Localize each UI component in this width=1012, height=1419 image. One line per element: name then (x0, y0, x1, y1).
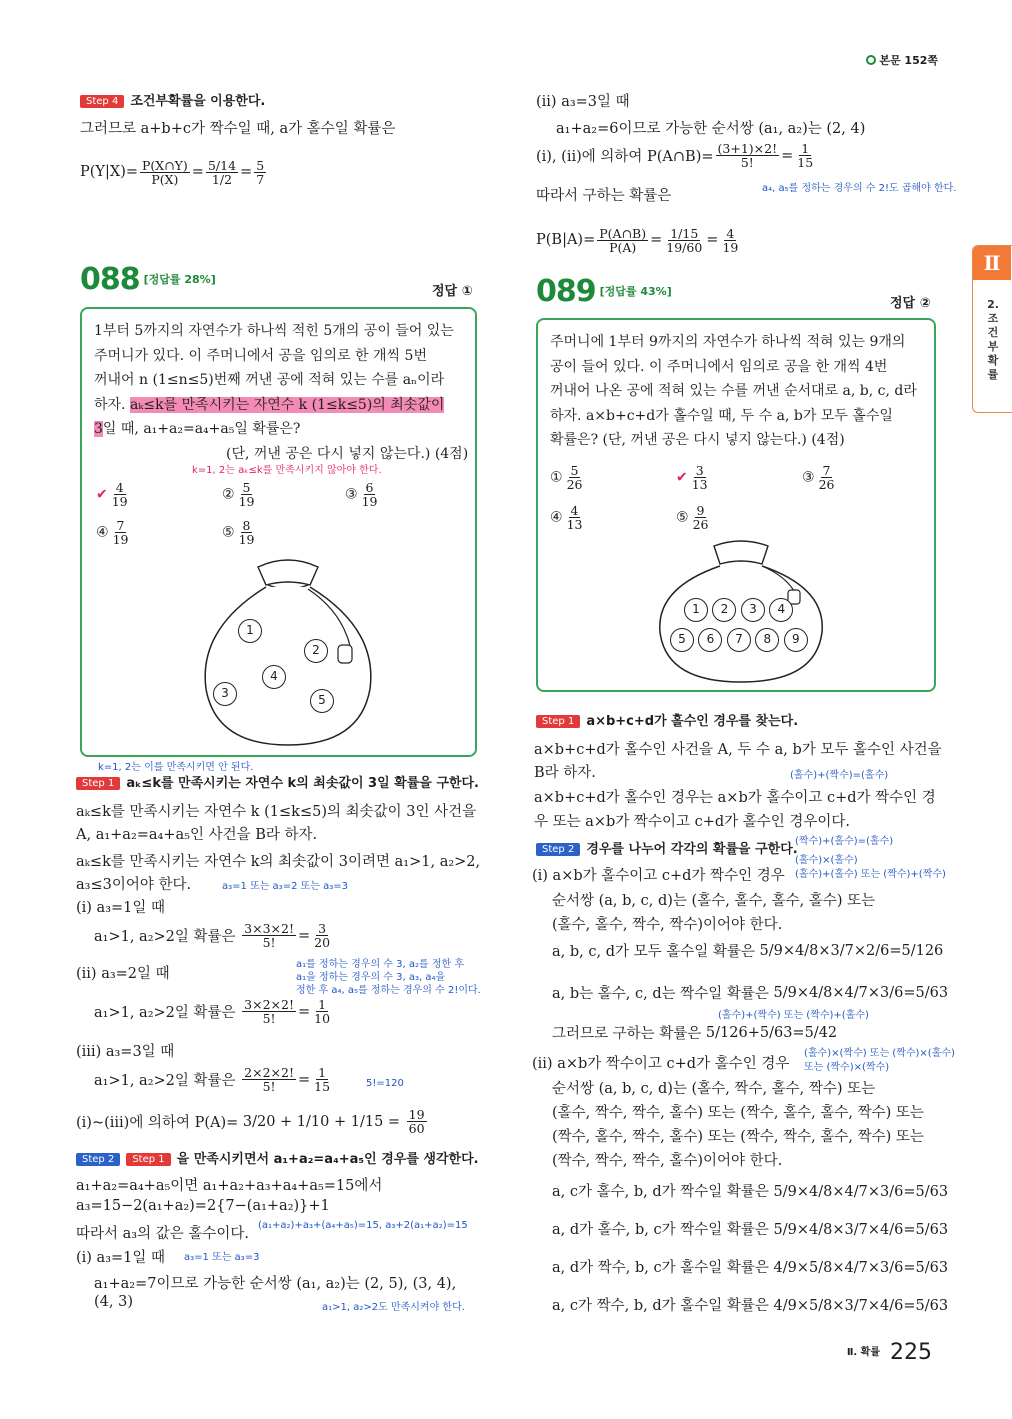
case-head: (ⅲ) a₃=3일 때 (76, 1044, 175, 1060)
problem-088-answer: 정답 ① (432, 284, 473, 299)
pouch-illustration (188, 549, 388, 749)
case-head: (ⅰ) a₃=1일 때 (76, 1250, 166, 1266)
text-line: (홀수, 짝수, 짝수, 홀수) 또는 (짝수, 홀수, 홀수, 짝수) 또는 (552, 1105, 924, 1121)
note-k: k=1, 2는 이를 만족시키면 안 된다. (98, 762, 254, 773)
text-line: a₁+a₂=a₄+a₅이면 a₁+a₂+a₃+a₄+a₅=15에서 (76, 1178, 383, 1194)
text-line: 순서쌍 (a, b, c, d)는 (홀수, 홀수, 홀수, 홀수) 또는 (552, 893, 876, 909)
problem-089-header: 089 [정답률 43%] (536, 274, 672, 309)
pab-equation: (ⅰ), (ⅱ)에 의하여 P(A∩B)= $\frac{(3+1)\times 2!}{5!}$ = $\frac{1}{15}$ (536, 141, 814, 170)
problem-089-box: 주머니에 1부터 9까지의 자연수가 하나씩 적혀 있는 9개의 공이 들어 있다. 이 주머니에서 임의로 공을 한 개씩 4번 꺼내어 나온 공에 적혀 있는 수를 꺼낸 순서대로 a, b, c, d라 하자. a×b+c+d가 홀수일 때, 두 수 a, b가 모두 홀수일 확률은? (단, 꺼낸 공은 다시 넣지 않는다.) (4점) ① $\frac{5}{26}$ ✔ $\frac{3}{13}$ ③ $\frac{7}{26}$ ④ $\frac{4}{13}$ ⑤ $\frac{9}{26}$ 1 2 3 4 5 6 7 8 9 (536, 318, 936, 692)
ball: 9 (784, 628, 808, 652)
choice-3: ③ $\frac{7}{26}$ (802, 463, 835, 492)
ball: 6 (698, 628, 722, 652)
prob-row: a, c가 짝수, b, d가 홀수일 확률은 4/9×5/8×3/7×4/6=5/63 (552, 1298, 949, 1314)
step1-header: Step 1 aₖ≤k를 만족시키는 자연수 k의 최솟값이 3일 확률을 구한다. (76, 772, 479, 791)
ball: 3 (741, 598, 765, 622)
page-footer: $^{Ⅱ. 확률}$ 225 (846, 1340, 932, 1365)
pa-equation: (ⅰ)~(ⅲ)에 의하여 P(A)= 3/20 + 1/10 + 1/15 = $\frac{19}{60}$ (76, 1107, 425, 1136)
ball-row-bottom (670, 628, 808, 652)
case-head: (ⅱ) a₃=3일 때 (536, 94, 630, 110)
text-line: (짝수, 짝수, 짝수, 홀수)이어야 한다. (552, 1153, 783, 1169)
checkmark-icon: ✔ (96, 486, 108, 503)
note-oo: (홀수)×(홀수) (795, 855, 858, 866)
prob-row: a, d가 홀수, b, c가 짝수일 확률은 5/9×4/8×3/7×4/6=5/63 (552, 1222, 949, 1238)
choice-5: ⑤ $\frac{9}{26}$ (676, 503, 709, 532)
note-a3odd: a₃=1 또는 a₃=3 (184, 1252, 260, 1263)
ball: 1 (684, 598, 708, 622)
note-a3: a₃=1 또는 a₃=2 또는 a₃=3 (222, 881, 348, 892)
ball: 1 (238, 619, 262, 643)
pba-equation: P(B|A)= $\frac{P(A\cap B)}{P(A)}$ = $\frac{1/15}{19/60}$ = $\frac{4}{19}$ (536, 225, 739, 255)
problem-088-header: 088 [정답률 28%] (80, 262, 216, 297)
case-head: (ⅱ) a₃=2일 때 (76, 966, 170, 982)
case-head: (ⅰ) a₃=1일 때 (76, 900, 166, 916)
ball: 7 (727, 628, 751, 652)
choice-3: ③ $\frac{6}{19}$ (345, 480, 378, 509)
equation-py-x: P(Y|X)= $\frac{P(X\cap Y)}{P(X)}$ = $\frac{5/14}{1/2}$ = $\frac{5}{7}$ (80, 157, 265, 187)
note-oe: (홀수)+(짝수)=(홀수) (790, 770, 889, 781)
note-cond: a₁>1, a₂>2도 만족시켜야 한다. (322, 1302, 465, 1313)
text-line: a₃=15−2(a₁+a₂)=2{7−(a₁+a₂)}+1 (76, 1198, 330, 1214)
step4-header: Step 4 조건부확률을 이용한다. (80, 90, 265, 109)
text-line: aₖ≤k를 만족시키는 자연수 k의 최솟값이 3이려면 a₁>1, a₂>2, (76, 854, 481, 870)
choice-2: ② $\frac{5}{19}$ (222, 480, 255, 509)
choice-4: ④ $\frac{7}{19}$ (96, 518, 129, 547)
step2-header: Step 2 Step 1 을 만족시키면서 a₁+a₂=a₄+a₅인 경우를 생각한다. (76, 1148, 479, 1167)
prob-row: a, b는 홀수, c, d는 짝수일 확률은 5/9 × 4/8 × 4/7 × 3/6 = 5/63 (552, 984, 949, 1002)
ball: 3 (213, 682, 237, 706)
note-exe: 또는 (짝수)×(짝수) (804, 1062, 890, 1073)
problem-088-box: 1부터 5까지의 자연수가 하나씩 적힌 5개의 공이 들어 있는 주머니가 있다. 이 주머니에서 공을 임의로 한 개씩 5번 꺼내어 n (1≤n≤5)번째 꺼낸 공에 적혀 있는 수를 aₙ이라 하자. aₖ≤k를 만족시키는 자연수 k (1≤k≤5)의 최솟값이 3일 때, a₁+a₂=a₄+a₅일 확률은? (단, 꺼낸 공은 다시 넣지 않는다.) (4점) k=1, 2는 aₖ≤k를 만족시키지 않아야 한다. ✔ $\frac{4}{19}$ ② $\frac{5}{19}$ ③ $\frac{6}{19}$ ④ $\frac{7}{19}$ ⑤ $\frac{8}{19}$ 1 2 3 4 5 (80, 307, 477, 757)
text-line: aₖ≤k를 만족시키는 자연수 k (1≤k≤5)의 최솟값이 3인 사건을 (76, 804, 477, 820)
choice-5: ⑤ $\frac{8}{19}$ (222, 518, 255, 547)
note-pab: a₄, a₅를 정하는 경우의 수 2!도 곱해야 한다. (762, 183, 957, 194)
text-line: 따라서 구하는 확률은 (536, 188, 672, 204)
checkmark-icon: ✔ (676, 469, 688, 486)
note-oeoe: (홀수)+(짝수) 또는 (짝수)+(홀수) (718, 1010, 869, 1021)
choice-1: ① $\frac{5}{26}$ (550, 463, 583, 492)
chapter-tab (972, 245, 1012, 413)
step2-header: Step 2 경우를 나누어 각각의 확률을 구한다. (536, 838, 798, 857)
ball: 4 (769, 598, 793, 622)
choice-4: ④ $\frac{4}{13}$ (550, 503, 583, 532)
page-number: 225 (890, 1340, 932, 1365)
ball: 8 (755, 628, 779, 652)
step1-header: Step 1 a×b+c+d가 홀수인 경우를 찾는다. (536, 710, 798, 729)
text-line: a₃≤3이어야 한다. (76, 877, 192, 893)
prob-sum: 그러므로 구하는 확률은 5/126 + 5/63 = 5/42 (552, 1024, 838, 1042)
text-line: 따라서 a₃의 값은 홀수이다. (76, 1226, 249, 1242)
circle-icon (866, 55, 876, 65)
ball: 2 (712, 598, 736, 622)
case-head: (ⅱ) a×b가 짝수이고 c+d가 홀수인 경우 (532, 1056, 790, 1072)
prob-row: a, b, c, d가 모두 홀수일 확률은 5/9 × 4/8 × 3/7 × 2/6 = 5/126 (552, 942, 944, 960)
ball-row-top (684, 598, 793, 622)
case2-equation: a₁>1, a₂>2일 확률은 $\frac{3\times 2\times 2!}{5!}$ = $\frac{1}{10}$ (94, 997, 331, 1026)
text-line: 순서쌍 (a, b, c, d)는 (홀수, 짝수, 홀수, 짝수) 또는 (552, 1081, 876, 1097)
text-line: a₁+a₂=7이므로 가능한 순서쌍 (a₁, a₂)는 (2, 5), (3, 4), (94, 1276, 457, 1292)
case-head: (ⅰ) a×b가 홀수이고 c+d가 짝수인 경우 (532, 868, 785, 884)
text-line: (홀수, 홀수, 짝수, 짝수)이어야 한다. (552, 917, 783, 933)
text-line: a₁+a₂=6이므로 가능한 순서쌍 (a₁, a₂)는 (2, 4) (556, 121, 866, 137)
page-reference: 본문 152쪽 (866, 52, 938, 68)
text-line: A, a₁+a₂=a₄+a₅인 사건을 B라 하자. (76, 827, 318, 843)
ball: 5 (310, 689, 334, 713)
prob-row: a, d가 짝수, b, c가 홀수일 확률은 4/9×5/8×4/7×3/6=5/63 (552, 1260, 949, 1276)
case3-equation: a₁>1, a₂>2일 확률은 $\frac{2\times 2\times 2!}{5!}$ = $\frac{1}{15}$ (94, 1065, 331, 1094)
note-c1: a₁를 정하는 경우의 수 3, a₂를 정한 후 a₁을 정하는 경우의 수 3, a₃, a₄을 정한 후 a₄, a₅를 정하는 경우의 수 2!이다. (296, 959, 481, 996)
problem-089-answer: 정답 ② (890, 296, 931, 311)
text-line: B라 하자. (534, 765, 596, 781)
note-sum: (a₁+a₂)+a₃+(a₄+a₅)=15, a₃+2(a₁+a₂)=15 (258, 1220, 468, 1231)
chapter-label: 2.조건부확률 (987, 298, 999, 381)
choice-2: ✔ $\frac{3}{13}$ (676, 463, 708, 492)
case1-equation: a₁>1, a₂>2일 확률은 $\frac{3\times 3\times 2!}{5!}$ = $\frac{3}{20}$ (94, 921, 331, 950)
note-oo2: (홀수)+(홀수) 또는 (짝수)+(짝수) (795, 869, 946, 880)
note-eo: (짝수)+(홀수)=(홀수) (795, 836, 894, 847)
text-line: a×b+c+d가 홀수인 경우는 a×b가 홀수이고 c+d가 짝수인 경 (534, 790, 936, 806)
ball: 2 (304, 639, 328, 663)
ball: 4 (262, 665, 286, 689)
prob-row: a, c가 홀수, b, d가 짝수일 확률은 5/9×4/8×4/7×3/6=5/63 (552, 1184, 949, 1200)
note-pink: k=1, 2는 aₖ≤k를 만족시키지 않아야 한다. (192, 465, 382, 476)
note-oxe: (홀수)×(짝수) 또는 (짝수)×(홀수) (804, 1048, 955, 1059)
ball: 5 (670, 628, 694, 652)
note-5fact: 5!=120 (366, 1078, 404, 1089)
text-line: a×b+c+d가 홀수인 사건을 A, 두 수 a, b가 모두 홀수인 사건을 (534, 742, 942, 758)
text-line: 그러므로 a+b+c가 짝수일 때, a가 홀수일 확률은 (80, 121, 396, 137)
text-line: (4, 3) (94, 1294, 133, 1310)
text-line: 우 또는 a×b가 짝수이고 c+d가 홀수인 경우이다. (534, 814, 851, 830)
chapter-roman: Ⅱ (973, 246, 1011, 280)
choice-1: ✔ $\frac{4}{19}$ (96, 480, 128, 509)
text-line: (짝수, 홀수, 짝수, 홀수) 또는 (짝수, 짝수, 홀수, 짝수) 또는 (552, 1129, 924, 1145)
